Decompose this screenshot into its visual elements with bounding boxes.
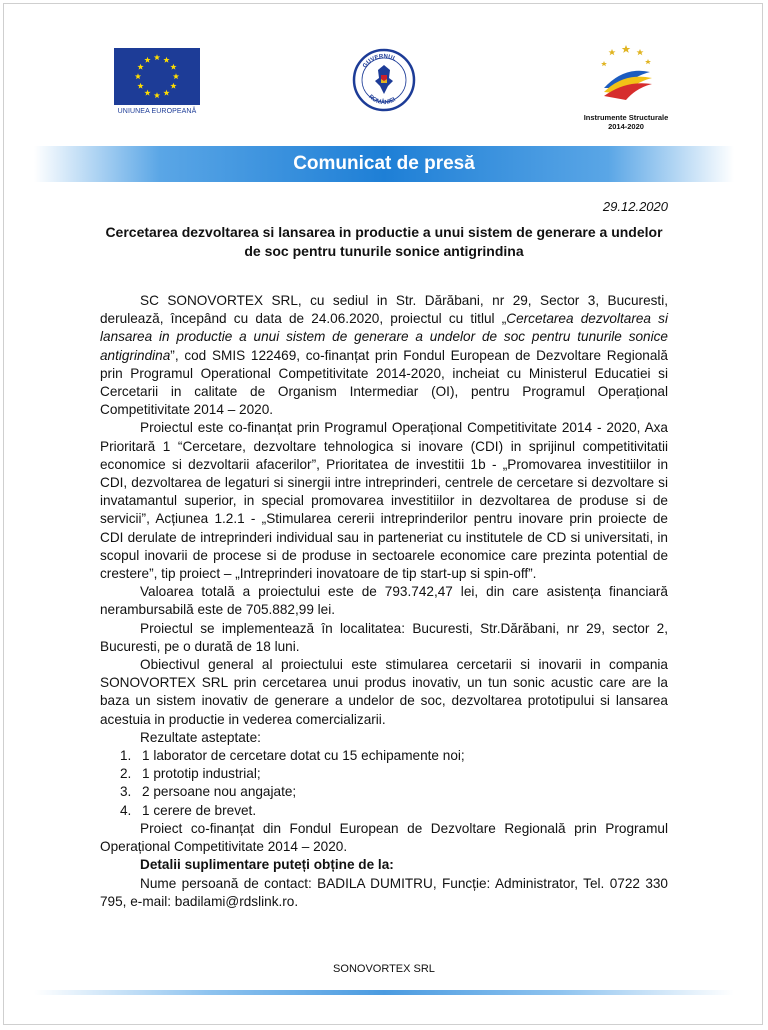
headline: Cercetarea dezvoltarea si lansarea in productie a unui sistem de generare a undelor de soc pentru tunurile sonice antigrindina — [105, 224, 663, 259]
paragraph-intro-part2: ”, cod SMIS 122469, co-finanțat prin Fondul European de Dezvoltare Regională prin Programul Operational Competitivitate 2014-2020, incheiat cu Ministerul Educatiei si Cercetarii in calitate de Organism Intermediar (OI), pentru Programul Operațional Competitivitate 2014 – 2020. — [100, 347, 668, 418]
results-list — [100, 747, 668, 820]
structural-instruments-icon — [596, 42, 656, 108]
list-item-text: 2 persoane nou angajate; — [142, 784, 297, 800]
list-item-text: 1 prototip industrial; — [142, 766, 261, 782]
structural-instruments-caption-line2: 2014-2020 — [608, 122, 644, 131]
list-item-text: 1 laborator de cercetare dotat cu 15 echipamente noi; — [142, 748, 465, 764]
list-item — [120, 783, 668, 801]
list-item — [120, 765, 668, 783]
paragraph-value: Valoarea totală a proiectului este de 793.742,47 lei, din care asistența financiară nerambursabilă este de 705.882,99 lei. — [100, 584, 668, 618]
project-title: Cercetarea dezvoltarea si lansarea in productie a unui sistem de generare a undelor de soc pentru tunurile sonice antigrindina — [100, 311, 668, 363]
list-item-number: 3. — [120, 784, 132, 800]
structural-instruments-caption-line1: Instrumente Structurale — [583, 113, 669, 122]
press-release-banner — [34, 146, 734, 182]
paragraph-intro-part1: SC SONOVORTEX SRL, cu sediul in Str. Dărăbani, nr 29, Sector 3, Bucuresti, derulează, începând cu data de 24.06.2020, proiectul cu titlul „ — [100, 293, 668, 327]
paragraph-cofinancing: Proiect co-finanțat din Fondul European de Dezvoltare Regională prin Programul Operațional Competitivitate 2014 – 2020. — [100, 820, 668, 855]
details-heading: Detalii suplimentare puteți obține de la: — [140, 857, 394, 873]
footer-company: SONOVORTEX SRL — [333, 963, 435, 975]
structural-instruments-logo — [578, 42, 674, 131]
list-item — [120, 802, 668, 820]
government-logo — [352, 48, 416, 112]
svg-text:GUVERNUL: GUVERNUL — [362, 53, 398, 70]
footer-divider — [34, 990, 734, 995]
list-item-number: 4. — [120, 802, 132, 818]
paragraph-intro — [100, 292, 668, 419]
list-item — [120, 747, 668, 765]
eu-caption: UNIUNEA EUROPEANĂ — [117, 108, 197, 115]
press-release-body — [100, 292, 668, 911]
paragraph-location: Proiectul se implementează în localitatea: Bucuresti, Str.Dărăbani, nr 29, sector 2, Bucuresti, pe o durată de 18 luni. — [100, 620, 668, 654]
svg-text:ROMÂNIEI: ROMÂNIEI — [367, 93, 397, 107]
list-item-text: 1 cerere de brevet. — [142, 802, 257, 818]
list-item-number: 2. — [120, 766, 132, 782]
contact-details: Nume persoană de contact: BADILA DUMITRU, Funcție: Administrator, Tel. 0722 330 795, e-mail: badilami@rdslink.ro. — [100, 875, 668, 909]
eu-logo — [114, 48, 200, 115]
banner-title: Comunicat de presă — [293, 153, 475, 174]
government-seal-icon — [352, 48, 416, 112]
release-date: 29.12.2020 — [602, 199, 668, 214]
results-heading: Rezultate asteptate: — [140, 729, 261, 745]
paragraph-financing: Proiectul este co-finanțat prin Programul Operațional Competitivitate 2014 - 2020, Axa Prioritară 1 “Cercetare, dezvoltare tehnologica si inovare (CDI) in sprijinul competitivitatii economice si dezvoltarii afacerilor”, Prioritatea de investitii 1b - „Promovarea investitiilor in CDI, dezvoltarea de legaturi si sinergii intre intreprinderi, centrele de cercetare si dezvoltare si invatamantul superior, in special promovarea investitiilor in dezvoltarea de produse si de servicii”, Acțiunea 1.2.1 - „Stimularea cererii intreprinderilor pentru inovare prin proiecte de CDI derulate de intreprinderi individual sau in parteneriat cu institutele de CD si universitati, in scopul inovarii de procese si de produse in sectoarele economice care prezinta potential de crestere”, tip proiect – „Intreprinderi inovatoare de tip start-up si spin-off”. — [100, 420, 668, 582]
list-item-number: 1. — [120, 748, 132, 764]
paragraph-objective: Obiectivul general al proiectului este stimularea cercetarii si inovarii in compania SONOVORTEX SRL prin cercetarea unui produs inovativ, un tun sonic acustic care are la baza un sistem inovativ de generare a undelor de soc, dezvoltarea prototipului si lansarea acestuia in productie in vederea comercializarii. — [100, 657, 668, 727]
eu-flag-icon — [114, 48, 200, 105]
